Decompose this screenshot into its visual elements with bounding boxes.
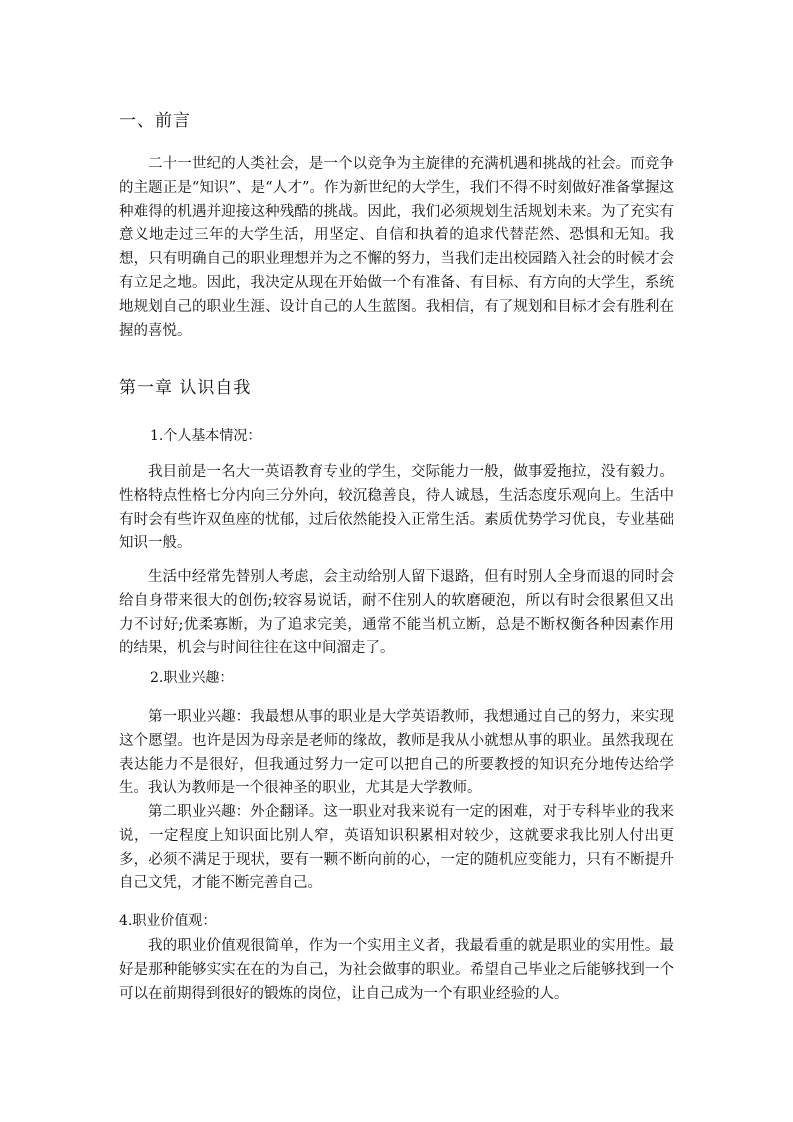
section2-paragraph-1: 第一职业兴趣：我最想从事的职业是大学英语教师，我想通过自己的努力，来实现这个愿望。也许是因为母亲是老师的缘故，教师是我从小就想从事的职业。虽然我现在表达能力不是很好，但我通过努力一定可以把自己的所要教授的知识充分地传达给学生。我认为教师是一个很神圣的职业，尤其是大学教师。 bbox=[119, 709, 674, 797]
preface-heading: 一、前言 bbox=[119, 111, 191, 131]
section1-title: 1.个人基本情况： bbox=[150, 428, 262, 444]
section1-paragraph-1: 我目前是一名大一英语教育专业的学生，交际能力一般，做事爱拖拉，没有毅力。性格特点性格七分内向三分外向，较沉稳善良，待人诚恳，生活态度乐观向上。生活中有时会有些许双鱼座的忧郁，过后依然能投入正常生活。素质优势学习优良，专业基础知识一般。 bbox=[119, 464, 674, 552]
section2-paragraph-2: 第二职业兴趣：外企翻译。这一职业对我来说有一定的困难，对于专科毕业的我来说，一定程度上知识面比别人窄，英语知识积累相对较少，这就要求我比别人付出更多，必须不满足于现状，要有一颗不断向前的心，一定的随机应变能力，只有不断提升自己文凭，才能不断完善自己。 bbox=[119, 804, 674, 892]
section1-paragraph-2: 生活中经常先替别人考虑，会主动给别人留下退路，但有时别人全身而退的同时会给自身带来很大的创伤;较容易说话，耐不住别人的软磨硬泡，所以有时会很累但又出力不讨好;优柔寡断，为了追求完美，通常不能当机立断，总是不断权衡各种因素作用的结果，机会与时间往往在这中间溜走了。 bbox=[119, 569, 674, 657]
section2-title: 2.职业兴趣： bbox=[150, 670, 234, 686]
chapter1-heading: 第一章 认识自我 bbox=[119, 378, 252, 398]
preface-paragraph: 二十一世纪的人类社会，是一个以竞争为主旋律的充满机遇和挑战的社会。而竞争的主题正是“知识”、是“人才”。作为新世纪的大学生，我们不得不时刻做好准备掌握这种难得的机遇并迎接这种残酷的挑战。因此，我们必须规划生活规划未来。为了充实有意义地走过三年的大学生活，用坚定、自信和执着的追求代替茫然、恐惧和无知。我想，只有明确自己的职业理想并为之不懈的努力，当我们走出校园踏入社会的时候才会有立足之地。因此，我决定从现在开始做一个有准备、有目标、有方向的大学生，系统地规划自己的职业生涯、设计自己的人生蓝图。我相信，有了规划和目标才会有胜利在握的喜悦。 bbox=[119, 156, 674, 339]
section4-title: 4.职业价值观： bbox=[119, 913, 217, 929]
section4-paragraph: 我的职业价值观很简单，作为一个实用主义者，我最看重的就是职业的实用性。最好是那种能够实实在在的为自己，为社会做事的职业。希望自己毕业之后能够找到一个可以在前期得到很好的锻炼的岗位，让自己成为一个有职业经验的人。 bbox=[119, 938, 674, 1002]
